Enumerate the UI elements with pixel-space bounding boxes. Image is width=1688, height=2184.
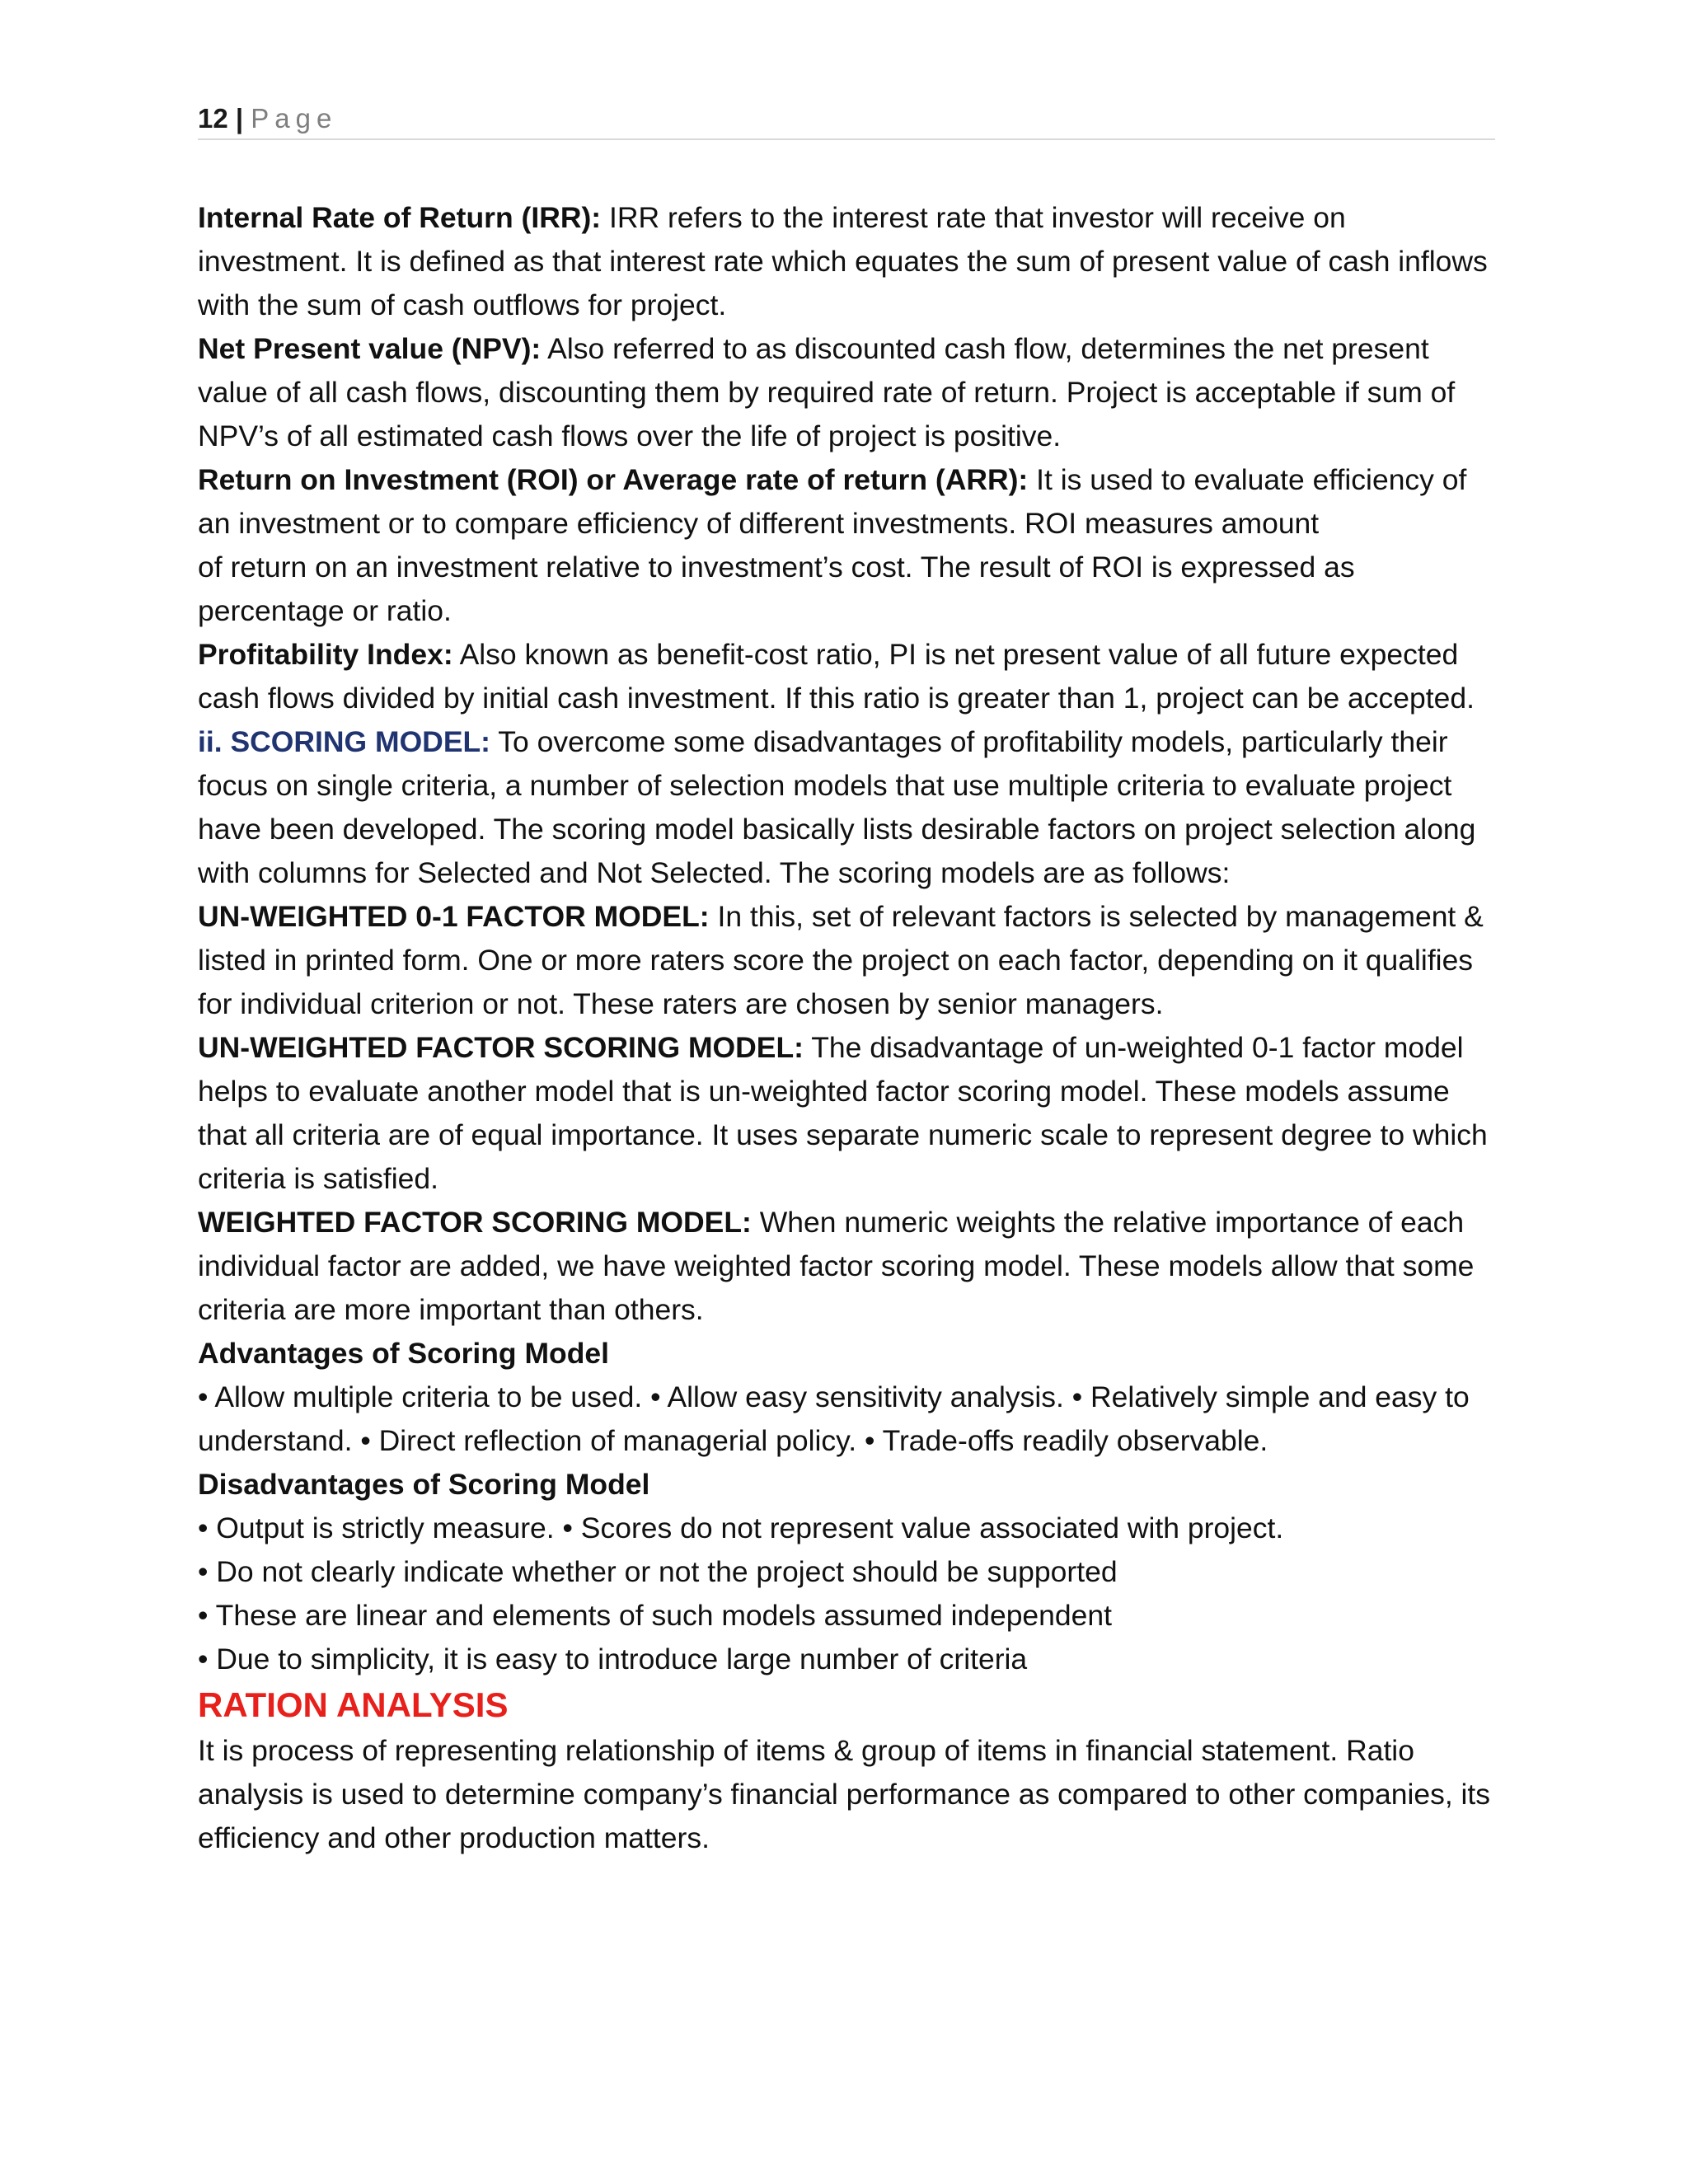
page-body (198, 196, 1500, 1860)
disadvantage-item: • Output is strictly measure. • Scores do not represent value associated with project. (198, 1511, 1284, 1544)
npv-paragraph (198, 327, 1500, 458)
pi-term: Profitability Index: (198, 638, 453, 671)
unweighted-01-term: UN-WEIGHTED 0-1 FACTOR MODEL: (198, 900, 710, 933)
disadvantage-item: • Due to simplicity, it is easy to introduce large number of criteria (198, 1643, 1028, 1675)
ratio-analysis-paragraph: It is process of representing relationship of items & group of items in financial statement. Ratio analysis is used to determine company’s financial performance as compared to other companies, its efficiency and other production matters. (198, 1734, 1491, 1854)
unweighted-scoring-term: UN-WEIGHTED FACTOR SCORING MODEL: (198, 1031, 804, 1064)
weighted-scoring-paragraph (198, 1201, 1500, 1332)
irr-paragraph (198, 196, 1500, 327)
page-separator: | (235, 103, 244, 134)
disadvantages-heading: Disadvantages of Scoring Model (198, 1468, 650, 1501)
roi-paragraph (198, 458, 1500, 633)
disadvantage-item: • These are linear and elements of such models assumed independent (198, 1599, 1113, 1632)
page-label: Page (251, 103, 338, 134)
unweighted-01-definition: In this, set of relevant factors is selected by management & listed in printed form. One or more raters score the project on each factor, depending on it qualifies for individual criterion or not. These raters are chosen by senior managers. (198, 900, 1484, 1020)
irr-definition: IRR refers to the interest rate that investor will receive on investment. It is defined as that interest rate which equates the sum of present value of cash inflows with the sum of cash outflows for project. (198, 201, 1488, 321)
disadvantage-item: • Do not clearly indicate whether or not the project should be supported (198, 1555, 1118, 1588)
advantages-heading: Advantages of Scoring Model (198, 1337, 610, 1370)
pi-paragraph (198, 633, 1500, 720)
page-header (198, 97, 1495, 140)
scoring-model-definition: To overcome some disadvantages of profitability models, particularly their focus on single criteria, a number of selection models that use multiple criteria to evaluate project have been developed. The scoring model basically lists desirable factors on project selection along with columns for Selected and Not Selected. The scoring models are as follows: (198, 725, 1476, 889)
roi-definition-part-2: of return on an investment relative to investment’s cost. The result of ROI is expressed as percentage or ratio. (198, 551, 1355, 627)
unweighted-01-paragraph (198, 895, 1500, 1026)
unweighted-scoring-definition: The disadvantage of un-weighted 0-1 factor model helps to evaluate another model that is un-weighted factor scoring model. These models assume that all criteria are of equal importance. It uses separate numeric scale to represent degree to which criteria is satisfied. (198, 1031, 1488, 1195)
scoring-model-term: ii. SCORING MODEL: (198, 725, 490, 758)
ratio-analysis-heading: RATION ANALYSIS (198, 1685, 509, 1724)
advantages-list: • Allow multiple criteria to be used. • Allow easy sensitivity analysis. • Relatively simple and easy to understand. • Direct reflection of managerial policy. • Trade-offs readily observable. (198, 1380, 1470, 1457)
weighted-scoring-definition: When numeric weights the relative importance of each individual factor are added, we have weighted factor scoring model. These models allow that some criteria are more important than others. (198, 1206, 1475, 1326)
roi-term: Return on Investment (ROI) or Average rate of return (ARR): (198, 463, 1029, 496)
unweighted-scoring-paragraph (198, 1026, 1500, 1201)
weighted-scoring-term: WEIGHTED FACTOR SCORING MODEL: (198, 1206, 752, 1239)
npv-term: Net Present value (NPV): (198, 332, 542, 365)
roi-definition-part-1: It is used to evaluate efficiency of an investment or to compare efficiency of different investments. ROI measures amount (198, 463, 1467, 540)
page-number: 12 (198, 103, 228, 134)
npv-definition: Also referred to as discounted cash flow, determines the net present value of all cash flows, discounting them by required rate of return. Project is acceptable if sum of NPV’s of all estimated cash flows over the life of project is positive. (198, 332, 1456, 452)
pi-definition: Also known as benefit-cost ratio, PI is net present value of all future expected cash flows divided by initial cash investment. If this ratio is greater than 1, project can be accepted. (198, 638, 1475, 715)
irr-term: Internal Rate of Return (IRR): (198, 201, 602, 234)
scoring-model-paragraph (198, 720, 1500, 895)
